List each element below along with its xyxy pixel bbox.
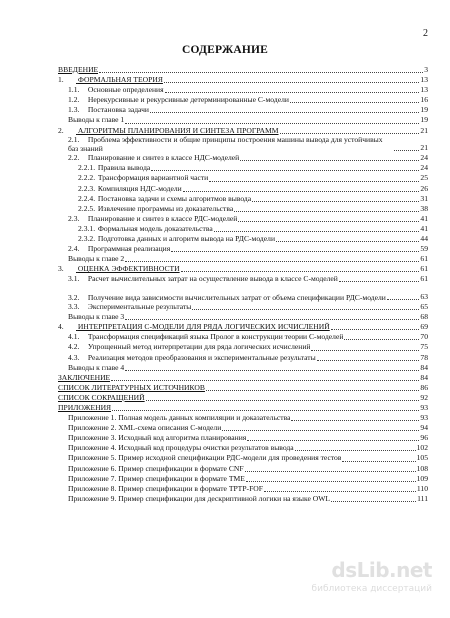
toc-entry[interactable] [58, 115, 428, 125]
toc-entry[interactable] [58, 65, 428, 75]
toc-entry-title [68, 244, 170, 254]
toc-entry-page: 24 [420, 163, 428, 173]
toc-entry[interactable] [58, 484, 428, 494]
watermark-caption: библиотека диссертаций [311, 584, 432, 594]
toc-entry-text: Выводы к главе 1 [68, 115, 125, 125]
toc-entry-text: Подготовка данных и алгоритм вывода на РДС-модели [97, 234, 276, 243]
toc-entry-text: Постановка задачи [87, 105, 150, 115]
toc-entry[interactable] [58, 494, 428, 504]
dot-leader [206, 390, 419, 391]
dot-leader [240, 160, 419, 161]
dot-leader [125, 370, 419, 371]
toc-entry[interactable] [58, 194, 428, 204]
toc-entry-title [68, 443, 294, 453]
dot-leader [317, 360, 420, 361]
dot-leader [394, 150, 419, 151]
dot-leader [387, 299, 420, 300]
dot-leader [112, 410, 419, 411]
dot-leader [339, 281, 420, 282]
toc-entry-number: 4.1. [68, 332, 80, 342]
toc-entry-title [68, 153, 239, 163]
toc-entry-text: СПИСОК СОКРАЩЕНИЙ [58, 392, 145, 402]
dot-leader [234, 211, 419, 212]
toc-entry-page: 61 [420, 254, 428, 264]
toc-entry-text: Правила вывода [97, 163, 151, 173]
toc-entry[interactable] [58, 322, 428, 332]
toc-entry-page: 109 [416, 473, 428, 483]
toc-entry-text: СПИСОК ЛИТЕРАТУРНЫХ ИСТОЧНИКОВ [58, 382, 205, 392]
dot-leader [252, 201, 419, 202]
dot-leader [165, 92, 420, 93]
toc-entry-title [58, 264, 180, 274]
toc-entry-page: 84 [420, 372, 428, 382]
toc-entry-text: Планирование и синтез в классе НДС-моделей [87, 153, 240, 163]
toc-entry-title [68, 115, 124, 125]
toc-entry-title [58, 373, 110, 383]
toc-entry-text: Нерекурсивные и рекурсивные детерминированные С-модели [87, 95, 289, 105]
toc-entry-number: 3.3. [68, 302, 80, 312]
toc-entry-text: ЗАКЛЮЧЕНИЕ [58, 372, 111, 382]
toc-entry-title [58, 65, 98, 75]
toc-entry-text: Приложение 5. Пример исходной спецификации РДС-модели для проведения тестов [68, 453, 342, 463]
toc-entry-text: ПРИЛОЖЕНИЯ [58, 403, 112, 412]
toc-entry-text: Приложение 1. Полная модель данных компиляции и доказательства [68, 413, 291, 423]
toc-entry-number: 4.2. [68, 342, 80, 352]
toc-entry[interactable] [58, 163, 428, 173]
toc-entry-page: 19 [420, 105, 428, 115]
toc-entry-page: 21 [420, 143, 428, 153]
toc-entry[interactable] [58, 443, 428, 453]
toc-entry[interactable] [58, 173, 428, 183]
toc-entry-title [68, 342, 310, 352]
toc-entry-number: 2.2.4. [78, 193, 96, 203]
toc-entry-title [68, 105, 149, 115]
toc-entry-text: Планирование и синтез в классе РДС-моделей [87, 213, 238, 223]
toc-entry-number: 1.1. [68, 85, 80, 95]
toc-entry-page: 94 [420, 423, 428, 433]
toc-entry-number: 4.3. [68, 352, 80, 362]
toc-entry-title [68, 494, 330, 504]
toc-entry-title [58, 75, 163, 85]
toc-entry-text: Основные определения [87, 85, 164, 95]
toc-entry[interactable] [58, 393, 428, 403]
toc-entry-text: Трансформация вариантной части [97, 173, 209, 183]
dot-leader [151, 170, 419, 171]
toc-entry[interactable] [58, 403, 428, 413]
toc-entry-text: Получение вида зависимости вычислительных затрат от объема спецификации РДС-модели [87, 293, 386, 302]
dot-leader [125, 319, 419, 320]
toc-entry[interactable] [58, 214, 428, 224]
toc-entry-page: 41 [420, 223, 428, 233]
toc-entry-text: Постановка задачи и схемы алгоритмов вывода [97, 193, 252, 203]
dot-leader [264, 491, 416, 492]
toc-entry[interactable] [58, 75, 428, 85]
toc-entry[interactable] [58, 353, 428, 363]
toc-entry-page: 110 [416, 483, 428, 493]
toc-entry-text: ФОРМАЛЬНАЯ ТЕОРИЯ [77, 75, 163, 85]
toc-entry-number: 3. [58, 264, 64, 274]
toc-entry-title [68, 453, 341, 463]
toc-entry-title [68, 254, 124, 264]
toc-entry-title [78, 204, 233, 214]
toc-entry-text: ОЦЕНКА ЭФФЕКТИВНОСТИ [77, 264, 180, 274]
dot-leader [181, 271, 420, 272]
toc-entry[interactable] [58, 464, 428, 474]
toc-entry-page: 25 [420, 173, 428, 183]
toc-entry[interactable] [58, 184, 428, 194]
toc-entry[interactable] [58, 453, 428, 463]
toc-entry-title [68, 353, 316, 363]
dot-leader [342, 461, 415, 462]
toc-entry-title [68, 294, 386, 303]
toc-entry-page: 26 [420, 183, 428, 193]
page-number: 2 [423, 28, 428, 39]
toc-entry-text: Реализация методов преобразования и экспериментальные результаты [87, 352, 316, 362]
toc-entry-number: 2.3. [68, 213, 80, 223]
toc-entry-title [58, 383, 205, 393]
toc-entry-page: 102 [416, 443, 428, 453]
dot-leader [214, 231, 420, 232]
toc-entry-page: 31 [420, 193, 428, 203]
toc-entry-number: 2.2.5. [78, 203, 96, 213]
dot-leader [238, 221, 419, 222]
dot-leader [125, 123, 419, 124]
toc-entry-page: 68 [420, 312, 428, 322]
toc-entry-number: 2.2.1. [78, 163, 96, 173]
dot-leader [209, 181, 419, 182]
toc-entry-page: 21 [420, 125, 428, 135]
toc-entry-page: 93 [420, 413, 428, 423]
toc-entry-page: 75 [420, 342, 428, 352]
dot-leader [247, 440, 419, 441]
dot-leader [331, 329, 420, 330]
toc-entry[interactable] [58, 234, 428, 244]
toc-entry-page: 24 [420, 153, 428, 163]
toc-entry-text: Экспериментальные результаты [87, 302, 192, 312]
toc-entry-page: 92 [420, 392, 428, 402]
toc-entry[interactable] [58, 474, 428, 484]
toc-entry-number: 3.2. [68, 293, 80, 302]
toc-entry[interactable] [58, 312, 428, 322]
toc-entry[interactable] [58, 264, 428, 274]
toc-entry[interactable] [58, 85, 428, 95]
toc-entry-text: Приложение 3. Исходный код алгоритма планирования [68, 433, 247, 443]
toc-entry-text: АЛГОРИТМЫ ПЛАНИРОВАНИЯ И СИНТЕЗА ПРОГРАММ [77, 125, 279, 135]
dot-leader [246, 481, 416, 482]
toc-entry-page: 38 [420, 203, 428, 213]
toc-entry-page: 105 [416, 453, 428, 463]
toc-entry-title [68, 413, 290, 423]
toc-entry-number: 4. [58, 322, 64, 332]
toc-entry[interactable] [58, 224, 428, 234]
toc-entry-number: 1. [58, 75, 64, 85]
toc-entry-text: Выводы к главе 4 [68, 362, 125, 372]
toc-entry-title [68, 302, 191, 312]
toc-entry-text: Приложение 9. Пример спецификации для дескриптивной логики на языке OWL [68, 493, 331, 503]
dot-leader [125, 261, 419, 262]
table-of-contents [58, 65, 428, 504]
toc-entry-number: 2.4. [68, 244, 80, 254]
toc-entry-number: 1.3. [68, 105, 80, 115]
toc-entry-title [68, 332, 343, 342]
toc-entry[interactable] [58, 383, 428, 393]
toc-entry-page: 84 [420, 362, 428, 372]
dot-leader [99, 72, 423, 73]
toc-entry-number: 1.2. [68, 95, 80, 105]
toc-entry-number: 2.3.1. [78, 223, 96, 233]
toc-entry[interactable] [58, 204, 428, 214]
toc-entry[interactable] [58, 254, 428, 264]
dot-leader [291, 420, 419, 421]
toc-entry-text: Формальная модель доказательства [97, 223, 213, 233]
toc-entry[interactable] [58, 373, 428, 383]
toc-entry-title [68, 433, 246, 443]
toc-entry-text: Расчет вычислительных затрат на осуществление вывода в классе С-моделей [87, 274, 338, 284]
toc-entry-page: 111 [417, 493, 428, 503]
toc-entry-page: 78 [420, 352, 428, 362]
toc-entry-page: 108 [416, 463, 428, 473]
toc-entry-page: 13 [420, 85, 428, 95]
toc-entry-page: 86 [420, 382, 428, 392]
toc-entry-title [68, 363, 124, 373]
toc-entry-title [68, 484, 263, 494]
toc-entry-number: 2.1. [68, 136, 80, 145]
toc-entry-title [68, 274, 338, 284]
dot-leader [111, 380, 419, 381]
toc-entry-page: 16 [420, 95, 428, 105]
watermark [312, 558, 432, 600]
toc-entry-page: 63 [420, 291, 428, 301]
toc-entry-text: Приложение 4. Исходный код процедуры очистки результатов вывода [68, 443, 294, 453]
toc-entry-text: Приложение 6. Пример спецификации в формате CNF [68, 463, 244, 473]
toc-entry-number: 2.2.3. [78, 183, 96, 193]
dot-leader [171, 251, 419, 252]
toc-entry-title [58, 322, 330, 332]
toc-entry-number: 2.3.2. [78, 234, 96, 243]
toc-entry-title [58, 403, 111, 413]
dot-leader [276, 241, 419, 242]
toc-entry[interactable] [58, 136, 428, 154]
dot-leader [222, 430, 419, 431]
toc-entry-title [68, 423, 221, 433]
toc-entry-text: Приложение 7. Пример спецификации в формате TME [68, 473, 245, 483]
watermark-logo: dsLib.net [331, 558, 432, 582]
toc-entry-page: 19 [420, 115, 428, 125]
toc-entry-page: 3 [424, 65, 428, 74]
toc-entry-text: Приложение 8. Пример спецификации в формате TPTP-FOF [68, 483, 263, 493]
toc-entry[interactable] [58, 302, 428, 312]
toc-entry[interactable] [58, 105, 428, 115]
toc-entry-title [78, 234, 275, 244]
toc-entry-title [78, 173, 208, 183]
toc-entry[interactable] [58, 244, 428, 254]
toc-entry-page: 13 [420, 75, 428, 85]
dot-leader [146, 400, 420, 401]
toc-entry-number: 3.1. [68, 274, 80, 284]
toc-entry-text: Программная реализация [87, 244, 171, 254]
toc-entry[interactable] [58, 423, 428, 433]
toc-entry[interactable] [58, 363, 428, 373]
toc-entry-title [58, 126, 279, 136]
toc-entry-title [68, 464, 244, 474]
dot-leader [295, 450, 416, 451]
dot-leader [164, 82, 419, 83]
toc-entry[interactable] [58, 153, 428, 163]
toc-entry[interactable] [58, 342, 428, 352]
dot-leader [344, 339, 419, 340]
dot-leader [331, 501, 416, 502]
dot-leader [183, 191, 420, 192]
toc-entry-title [58, 393, 145, 403]
toc-entry-number: 2. [58, 125, 64, 135]
toc-entry[interactable] [58, 413, 428, 423]
toc-entry-page: 70 [420, 332, 428, 342]
toc-entry-text: Извлечение программы из доказательства [97, 203, 234, 213]
toc-entry-page: 65 [420, 302, 428, 312]
toc-entry-page: 61 [420, 264, 428, 274]
toc-entry-number: 2.2.2. [78, 173, 96, 183]
toc-entry-text: Выводы к главе 3 [68, 312, 125, 322]
toc-entry[interactable] [58, 274, 428, 284]
dot-leader [280, 133, 420, 134]
dot-leader [192, 309, 419, 310]
toc-entry-title [78, 163, 150, 173]
toc-entry-page: 41 [420, 213, 428, 223]
toc-entry-page: 59 [420, 244, 428, 254]
toc-entry-text: Проблема эффективности и общие принципы построения машины вывода для устойчивых баз знаний [68, 136, 383, 153]
toc-entry-title [68, 214, 237, 224]
toc-entry-text: Выводы к главе 2 [68, 254, 125, 264]
toc-entry-title [68, 85, 164, 95]
toc-entry-title [78, 184, 182, 194]
toc-entry[interactable] [58, 433, 428, 443]
toc-entry[interactable] [58, 95, 428, 105]
toc-entry-text: Трансформация спецификаций языка Пролог в конструкции теории С-моделей [87, 332, 344, 342]
dot-leader [311, 350, 419, 351]
toc-entry-page: 93 [420, 403, 428, 412]
toc-entry-title [68, 474, 245, 484]
toc-entry-title [68, 95, 289, 105]
toc-entry-title [68, 312, 124, 322]
toc-entry-text: ИНТЕРПРЕТАЦИЯ С-МОДЕЛИ ДЛЯ РЯДА ЛОГИЧЕСКИХ ИСЧИСЛЕНИЙ [77, 322, 330, 332]
toc-entry-page: 44 [420, 234, 428, 243]
toc-entry-title [78, 194, 251, 204]
toc-entry-text: Приложение 2. XML-схема описания С-модели [68, 423, 222, 433]
toc-entry-page: 69 [420, 322, 428, 332]
toc-entry-title [78, 224, 213, 234]
toc-entry[interactable] [58, 284, 428, 302]
toc-entry[interactable] [58, 332, 428, 342]
dot-leader [150, 112, 419, 113]
toc-entry-text: ВВЕДЕНИЕ [58, 65, 99, 74]
dot-leader [290, 102, 419, 103]
toc-entry-text: Упрощенный метод интерпретации для ряда логических исчислений [87, 342, 311, 352]
toc-entry-number: 2.2. [68, 153, 80, 163]
toc-entry-title [68, 136, 393, 153]
toc-entry-page: 61 [420, 274, 428, 284]
toc-entry-page: 96 [420, 433, 428, 443]
dot-leader [245, 471, 416, 472]
toc-entry[interactable] [58, 126, 428, 136]
page-title: СОДЕРЖАНИЕ [181, 44, 269, 56]
toc-entry-text: Компиляция НДС-модели [97, 183, 182, 193]
